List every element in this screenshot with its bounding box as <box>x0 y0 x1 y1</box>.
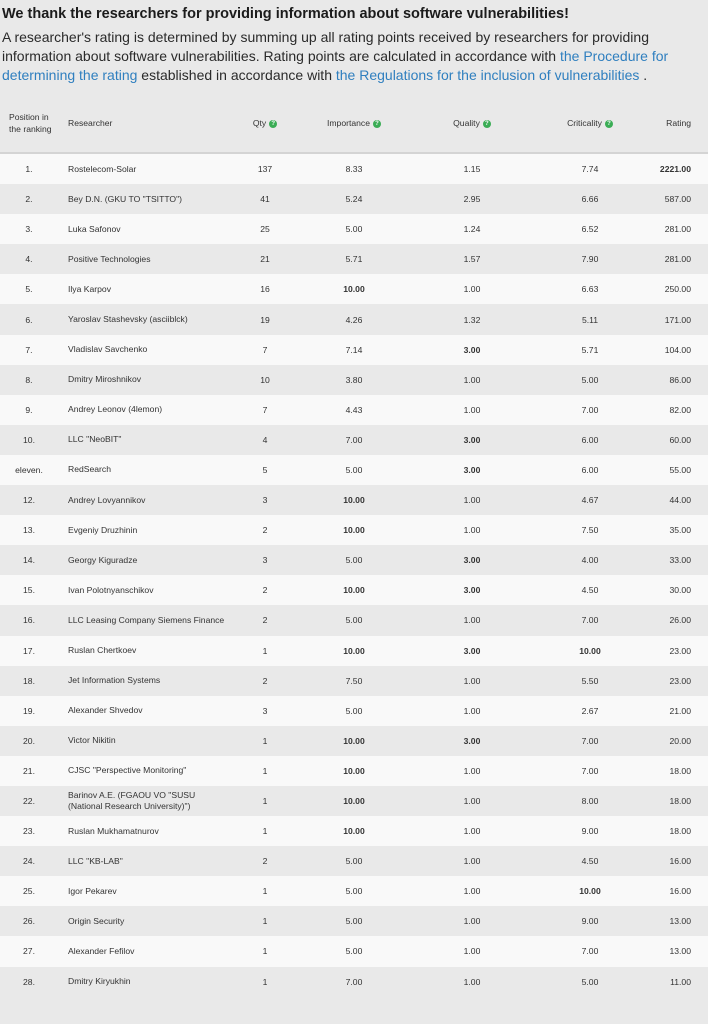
cell-position: 25. <box>0 876 58 906</box>
cell-position: 13. <box>0 515 58 545</box>
cell-researcher: Alexander Fefilov <box>58 936 230 966</box>
cell-qty: 1 <box>230 726 300 756</box>
cell-researcher: Luka Safonov <box>58 214 230 244</box>
cell-importance: 10.00 <box>300 756 408 786</box>
cell-position: 14. <box>0 545 58 575</box>
cell-rating: 18.00 <box>644 816 708 846</box>
cell-quality: 1.32 <box>408 304 536 334</box>
header-rating[interactable]: Rating <box>644 94 708 153</box>
cell-quality: 1.00 <box>408 756 536 786</box>
cell-criticality: 4.50 <box>536 575 644 605</box>
cell-importance: 5.00 <box>300 876 408 906</box>
table-row <box>0 365 708 395</box>
cell-rating: 30.00 <box>644 575 708 605</box>
cell-quality: 1.00 <box>408 485 536 515</box>
table-row <box>0 605 708 635</box>
header-importance-label: Importance <box>327 118 370 128</box>
cell-rating: 20.00 <box>644 726 708 756</box>
cell-researcher: Andrey Lovyannikov <box>58 485 230 515</box>
cell-rating: 104.00 <box>644 335 708 365</box>
cell-criticality: 5.50 <box>536 666 644 696</box>
cell-criticality: 7.74 <box>536 153 644 184</box>
cell-position: 22. <box>0 786 58 816</box>
cell-position: 15. <box>0 575 58 605</box>
cell-importance: 4.26 <box>300 304 408 334</box>
cell-position: 4. <box>0 244 58 274</box>
cell-importance: 8.33 <box>300 153 408 184</box>
header-importance[interactable] <box>300 94 408 153</box>
cell-rating: 82.00 <box>644 395 708 425</box>
cell-quality: 1.00 <box>408 666 536 696</box>
cell-qty: 41 <box>230 184 300 214</box>
cell-qty: 25 <box>230 214 300 244</box>
header-qty[interactable] <box>230 94 300 153</box>
cell-researcher: Bey D.N. (GKU TO "TSITTO") <box>58 184 230 214</box>
rating-table <box>0 94 708 997</box>
cell-criticality: 5.00 <box>536 365 644 395</box>
cell-quality: 1.15 <box>408 153 536 184</box>
cell-quality: 1.57 <box>408 244 536 274</box>
table-row <box>0 696 708 726</box>
cell-rating: 23.00 <box>644 666 708 696</box>
cell-qty: 1 <box>230 967 300 997</box>
cell-rating: 13.00 <box>644 906 708 936</box>
cell-importance: 10.00 <box>300 786 408 816</box>
cell-position: 17. <box>0 636 58 666</box>
cell-position: 20. <box>0 726 58 756</box>
cell-researcher: Victor Nikitin <box>58 726 230 756</box>
cell-quality: 3.00 <box>408 726 536 756</box>
cell-qty: 3 <box>230 696 300 726</box>
cell-criticality: 7.00 <box>536 726 644 756</box>
table-row <box>0 846 708 876</box>
cell-qty: 2 <box>230 515 300 545</box>
help-icon[interactable]: ? <box>373 120 381 128</box>
table-row <box>0 575 708 605</box>
cell-importance: 10.00 <box>300 515 408 545</box>
cell-rating: 2221.00 <box>644 153 708 184</box>
cell-rating: 18.00 <box>644 786 708 816</box>
cell-quality: 1.00 <box>408 515 536 545</box>
intro-text-2: established in accordance with <box>137 67 336 83</box>
cell-quality: 1.00 <box>408 274 536 304</box>
cell-researcher: Dmitry Miroshnikov <box>58 365 230 395</box>
cell-importance: 10.00 <box>300 575 408 605</box>
cell-qty: 16 <box>230 274 300 304</box>
cell-position: 1. <box>0 153 58 184</box>
regulations-link[interactable]: the Regulations for the inclusion of vulnerabilities <box>335 67 640 83</box>
cell-researcher: Dmitry Kiryukhin <box>58 967 230 997</box>
cell-criticality: 2.67 <box>536 696 644 726</box>
cell-rating: 250.00 <box>644 274 708 304</box>
cell-criticality: 4.50 <box>536 846 644 876</box>
cell-qty: 3 <box>230 485 300 515</box>
cell-importance: 10.00 <box>300 816 408 846</box>
cell-researcher: Barinov A.E. (FGAOU VO "SUSU (National Research University)") <box>58 786 230 816</box>
table-row <box>0 485 708 515</box>
cell-importance: 5.00 <box>300 906 408 936</box>
cell-criticality: 4.67 <box>536 485 644 515</box>
cell-researcher: Alexander Shvedov <box>58 696 230 726</box>
help-icon[interactable]: ? <box>269 120 277 128</box>
cell-researcher: Georgy Kiguradze <box>58 545 230 575</box>
table-header-row <box>0 94 708 153</box>
cell-researcher: Rostelecom-Solar <box>58 153 230 184</box>
cell-position: 8. <box>0 365 58 395</box>
table-row <box>0 244 708 274</box>
intro-text-3: . <box>639 67 648 83</box>
table-row <box>0 816 708 846</box>
cell-researcher: Ruslan Chertkoev <box>58 636 230 666</box>
cell-researcher: Igor Pekarev <box>58 876 230 906</box>
cell-researcher: LLC "KB-LAB" <box>58 846 230 876</box>
cell-position: 28. <box>0 967 58 997</box>
cell-rating: 23.00 <box>644 636 708 666</box>
cell-importance: 10.00 <box>300 726 408 756</box>
cell-researcher: Positive Technologies <box>58 244 230 274</box>
header-criticality[interactable] <box>536 94 644 153</box>
cell-qty: 5 <box>230 455 300 485</box>
cell-rating: 26.00 <box>644 605 708 635</box>
cell-criticality: 5.00 <box>536 967 644 997</box>
cell-rating: 281.00 <box>644 244 708 274</box>
cell-researcher: Ivan Polotnyanschikov <box>58 575 230 605</box>
cell-importance: 5.00 <box>300 214 408 244</box>
cell-importance: 7.14 <box>300 335 408 365</box>
cell-qty: 1 <box>230 756 300 786</box>
cell-quality: 3.00 <box>408 545 536 575</box>
header-quality[interactable] <box>408 94 536 153</box>
cell-quality: 2.95 <box>408 184 536 214</box>
cell-position: 26. <box>0 906 58 936</box>
cell-qty: 2 <box>230 846 300 876</box>
cell-criticality: 7.00 <box>536 395 644 425</box>
cell-researcher: Yaroslav Stashevsky (asciiblck) <box>58 304 230 334</box>
cell-position: 9. <box>0 395 58 425</box>
cell-quality: 3.00 <box>408 636 536 666</box>
cell-rating: 35.00 <box>644 515 708 545</box>
cell-quality: 1.00 <box>408 605 536 635</box>
cell-quality: 1.00 <box>408 395 536 425</box>
cell-criticality: 4.00 <box>536 545 644 575</box>
cell-quality: 1.24 <box>408 214 536 244</box>
cell-criticality: 7.50 <box>536 515 644 545</box>
cell-qty: 1 <box>230 906 300 936</box>
cell-position: 23. <box>0 816 58 846</box>
cell-criticality: 5.11 <box>536 304 644 334</box>
cell-position: 21. <box>0 756 58 786</box>
procedure-link[interactable]: the Procedure for determining the rating <box>2 48 669 83</box>
cell-researcher: Vladislav Savchenko <box>58 335 230 365</box>
cell-position: 10. <box>0 425 58 455</box>
cell-researcher: RedSearch <box>58 455 230 485</box>
cell-qty: 7 <box>230 335 300 365</box>
cell-quality: 3.00 <box>408 425 536 455</box>
cell-position: 2. <box>0 184 58 214</box>
cell-criticality: 6.52 <box>536 214 644 244</box>
cell-importance: 5.00 <box>300 455 408 485</box>
cell-qty: 7 <box>230 395 300 425</box>
cell-position: 5. <box>0 274 58 304</box>
help-icon[interactable]: ? <box>605 120 613 128</box>
cell-importance: 3.80 <box>300 365 408 395</box>
cell-position: 18. <box>0 666 58 696</box>
table-body <box>0 153 708 997</box>
table-row <box>0 425 708 455</box>
table-row <box>0 214 708 244</box>
cell-position: 12. <box>0 485 58 515</box>
cell-rating: 171.00 <box>644 304 708 334</box>
cell-quality: 1.00 <box>408 936 536 966</box>
table-row <box>0 967 708 997</box>
cell-rating: 16.00 <box>644 846 708 876</box>
cell-importance: 5.00 <box>300 846 408 876</box>
cell-qty: 2 <box>230 575 300 605</box>
header-position[interactable]: Position in the ranking <box>0 94 58 153</box>
cell-qty: 1 <box>230 816 300 846</box>
cell-rating: 60.00 <box>644 425 708 455</box>
cell-qty: 1 <box>230 636 300 666</box>
cell-criticality: 8.00 <box>536 786 644 816</box>
cell-importance: 5.00 <box>300 936 408 966</box>
cell-researcher: Ilya Karpov <box>58 274 230 304</box>
cell-quality: 3.00 <box>408 455 536 485</box>
cell-position: 19. <box>0 696 58 726</box>
cell-researcher: CJSC "Perspective Monitoring" <box>58 756 230 786</box>
cell-qty: 2 <box>230 666 300 696</box>
cell-qty: 137 <box>230 153 300 184</box>
table-row <box>0 936 708 966</box>
cell-importance: 5.00 <box>300 696 408 726</box>
cell-importance: 10.00 <box>300 485 408 515</box>
cell-importance: 7.00 <box>300 425 408 455</box>
cell-criticality: 6.00 <box>536 455 644 485</box>
cell-quality: 1.00 <box>408 365 536 395</box>
cell-criticality: 6.00 <box>536 425 644 455</box>
cell-qty: 1 <box>230 936 300 966</box>
cell-researcher: Origin Security <box>58 906 230 936</box>
cell-quality: 1.00 <box>408 876 536 906</box>
header-researcher[interactable]: Researcher <box>58 94 230 153</box>
cell-importance: 4.43 <box>300 395 408 425</box>
cell-researcher: LLC Leasing Company Siemens Finance <box>58 605 230 635</box>
cell-position: 3. <box>0 214 58 244</box>
cell-rating: 16.00 <box>644 876 708 906</box>
cell-rating: 587.00 <box>644 184 708 214</box>
cell-qty: 2 <box>230 605 300 635</box>
cell-rating: 55.00 <box>644 455 708 485</box>
cell-quality: 3.00 <box>408 575 536 605</box>
cell-criticality: 5.71 <box>536 335 644 365</box>
cell-criticality: 7.00 <box>536 756 644 786</box>
page-title: We thank the researchers for providing information about software vulnerabilities! <box>2 6 569 22</box>
table-row <box>0 335 708 365</box>
cell-criticality: 6.66 <box>536 184 644 214</box>
table-row <box>0 515 708 545</box>
table-row <box>0 395 708 425</box>
cell-criticality: 7.00 <box>536 605 644 635</box>
cell-quality: 1.00 <box>408 846 536 876</box>
cell-qty: 3 <box>230 545 300 575</box>
cell-criticality: 6.63 <box>536 274 644 304</box>
cell-position: 6. <box>0 304 58 334</box>
table-row <box>0 786 708 816</box>
cell-criticality: 9.00 <box>536 816 644 846</box>
cell-qty: 19 <box>230 304 300 334</box>
header-criticality-label: Criticality <box>567 118 602 128</box>
cell-importance: 5.00 <box>300 605 408 635</box>
table-row <box>0 304 708 334</box>
cell-qty: 10 <box>230 365 300 395</box>
cell-researcher: Andrey Leonov (4lemon) <box>58 395 230 425</box>
cell-quality: 1.00 <box>408 816 536 846</box>
cell-qty: 1 <box>230 876 300 906</box>
cell-rating: 33.00 <box>644 545 708 575</box>
cell-quality: 3.00 <box>408 335 536 365</box>
cell-qty: 4 <box>230 425 300 455</box>
table-row <box>0 906 708 936</box>
table-row <box>0 876 708 906</box>
table-row <box>0 184 708 214</box>
intro-text-1: A researcher's rating is determined by summing up all rating points received by researchers for providing information about software vulnerabilities. Rating points are calculated in accordance with <box>2 29 649 64</box>
cell-importance: 7.00 <box>300 967 408 997</box>
cell-criticality: 10.00 <box>536 636 644 666</box>
intro-paragraph <box>2 28 702 85</box>
cell-criticality: 9.00 <box>536 906 644 936</box>
cell-qty: 21 <box>230 244 300 274</box>
cell-importance: 5.00 <box>300 545 408 575</box>
cell-importance: 5.71 <box>300 244 408 274</box>
table-row <box>0 455 708 485</box>
cell-qty: 1 <box>230 786 300 816</box>
header-quality-label: Quality <box>453 118 480 128</box>
cell-criticality: 7.00 <box>536 936 644 966</box>
cell-researcher: Jet Information Systems <box>58 666 230 696</box>
cell-criticality: 10.00 <box>536 876 644 906</box>
cell-quality: 1.00 <box>408 696 536 726</box>
cell-rating: 86.00 <box>644 365 708 395</box>
table-row <box>0 545 708 575</box>
cell-position: eleven. <box>0 455 58 485</box>
cell-quality: 1.00 <box>408 786 536 816</box>
cell-importance: 7.50 <box>300 666 408 696</box>
cell-researcher: LLC "NeoBIT" <box>58 425 230 455</box>
cell-quality: 1.00 <box>408 906 536 936</box>
cell-rating: 13.00 <box>644 936 708 966</box>
header-qty-label: Qty <box>252 118 267 128</box>
cell-position: 27. <box>0 936 58 966</box>
cell-position: 24. <box>0 846 58 876</box>
cell-rating: 11.00 <box>644 967 708 997</box>
cell-quality: 1.00 <box>408 967 536 997</box>
cell-rating: 44.00 <box>644 485 708 515</box>
table-row <box>0 153 708 184</box>
cell-importance: 10.00 <box>300 636 408 666</box>
cell-rating: 281.00 <box>644 214 708 244</box>
cell-researcher: Evgeniy Druzhinin <box>58 515 230 545</box>
cell-researcher: Ruslan Mukhamatnurov <box>58 816 230 846</box>
cell-importance: 10.00 <box>300 274 408 304</box>
help-icon[interactable]: ? <box>483 120 491 128</box>
cell-position: 7. <box>0 335 58 365</box>
table-row <box>0 666 708 696</box>
table-row <box>0 756 708 786</box>
cell-rating: 21.00 <box>644 696 708 726</box>
cell-importance: 5.24 <box>300 184 408 214</box>
cell-position: 16. <box>0 605 58 635</box>
cell-rating: 18.00 <box>644 756 708 786</box>
cell-criticality: 7.90 <box>536 244 644 274</box>
table-row <box>0 726 708 756</box>
table-row <box>0 274 708 304</box>
table-row <box>0 636 708 666</box>
